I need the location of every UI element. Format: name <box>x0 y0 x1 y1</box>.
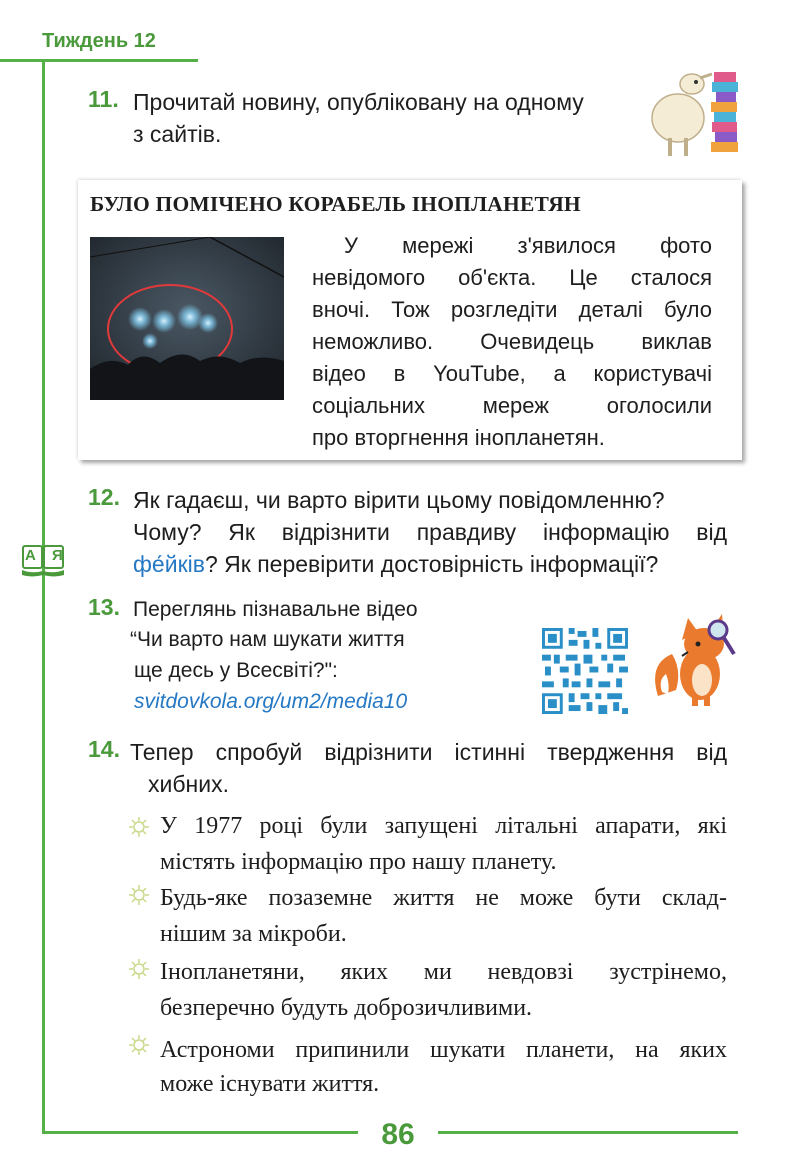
sheep-books-illustration <box>648 56 744 162</box>
dictionary-icon-letters: А Я <box>25 547 69 564</box>
news-card <box>78 180 742 460</box>
statement-item <box>0 808 800 884</box>
statement-line-1: Будь-яке позаземне життя не може бути склад- <box>160 885 727 911</box>
task-14-line-1: Тепер спробуй відрізнити істинні твердження від <box>130 739 727 765</box>
news-line: відео в YouTube, а користувачі <box>312 361 712 386</box>
dictionary-icon[interactable] <box>20 544 69 578</box>
statement-line-2: містять інформацію про нашу планету. <box>160 849 557 875</box>
news-body <box>312 230 712 454</box>
header-rule <box>0 59 198 62</box>
task-14-line-2: хибних. <box>148 771 229 797</box>
statement-item <box>0 880 800 956</box>
statement-line-2: нішим за мікроби. <box>160 921 347 947</box>
sun-bullet-icon <box>128 1034 150 1056</box>
statement-line-1: Астрономи припинили шукати планети, на яких <box>160 1037 727 1063</box>
statement-line-2: безперечно будуть доброзичливими. <box>160 995 533 1021</box>
task-14-number: 14. <box>88 736 120 762</box>
task-12-line-2: Чому? Як відрізнити правдиву інформацію від <box>133 519 727 545</box>
week-label: Тиждень 12 <box>42 30 156 52</box>
page-number: 86 <box>381 1118 415 1151</box>
footer-rule-left <box>42 1131 358 1134</box>
task-13-line-3: ще десь у Всесвіті?": <box>134 659 338 682</box>
sun-bullet-icon <box>128 958 150 980</box>
ufo-photo <box>90 237 284 400</box>
sun-bullet-icon <box>128 816 150 838</box>
fake-dictionary-word[interactable]: фе́йків <box>133 551 205 577</box>
task-11-line-1: Прочитай новину, опубліковану на одному <box>133 89 584 115</box>
task-13-number: 13. <box>88 594 120 620</box>
task-12-line-1: Як гадаєш, чи варто вірити цьому повідомленню? <box>133 487 665 513</box>
task-12-number: 12. <box>88 484 120 510</box>
sun-bullet-icon <box>128 884 150 906</box>
news-line: вночі. Тож розгледіти деталі було <box>312 297 712 322</box>
task-12-line-3-rest: ? Як перевірити достовірність інформації? <box>204 551 659 577</box>
qr-code[interactable] <box>542 628 628 714</box>
statement-line-2: може існувати життя. <box>160 1071 380 1097</box>
news-line: неможливо. Очевидець виклав <box>312 329 712 354</box>
statement-item <box>0 1032 800 1108</box>
task-13-line-1: Переглянь пізнавальне відео <box>133 598 418 621</box>
statement-line-1: Інопланетяни, яких ми невдовзі зустрінемо, <box>160 959 727 985</box>
news-line: про вторгнення інопланетян. <box>312 425 605 450</box>
news-line: У мережі з'явилося фото <box>344 233 712 258</box>
task-12-line-3 <box>133 548 658 580</box>
statement-line-1: У 1977 році були запущені літальні апарати, які <box>160 813 727 839</box>
task-13-line-2: “Чи варто нам шукати життя <box>130 628 405 651</box>
news-line: невідомого об'єкта. Це сталося <box>312 265 712 290</box>
news-headline: БУЛО ПОМІЧЕНО КОРАБЕЛЬ ІНОПЛАНЕТЯН <box>90 192 581 216</box>
footer-rule-right <box>438 1131 738 1134</box>
fox-illustration <box>652 600 746 706</box>
video-link[interactable]: svitdovkola.org/um2/media10 <box>134 690 408 713</box>
news-line: соціальних мереж оголосили <box>312 393 712 418</box>
task-11-number: 11. <box>88 86 119 112</box>
statement-item <box>0 954 800 1030</box>
task-11-line-2: з сайтів. <box>133 121 222 147</box>
